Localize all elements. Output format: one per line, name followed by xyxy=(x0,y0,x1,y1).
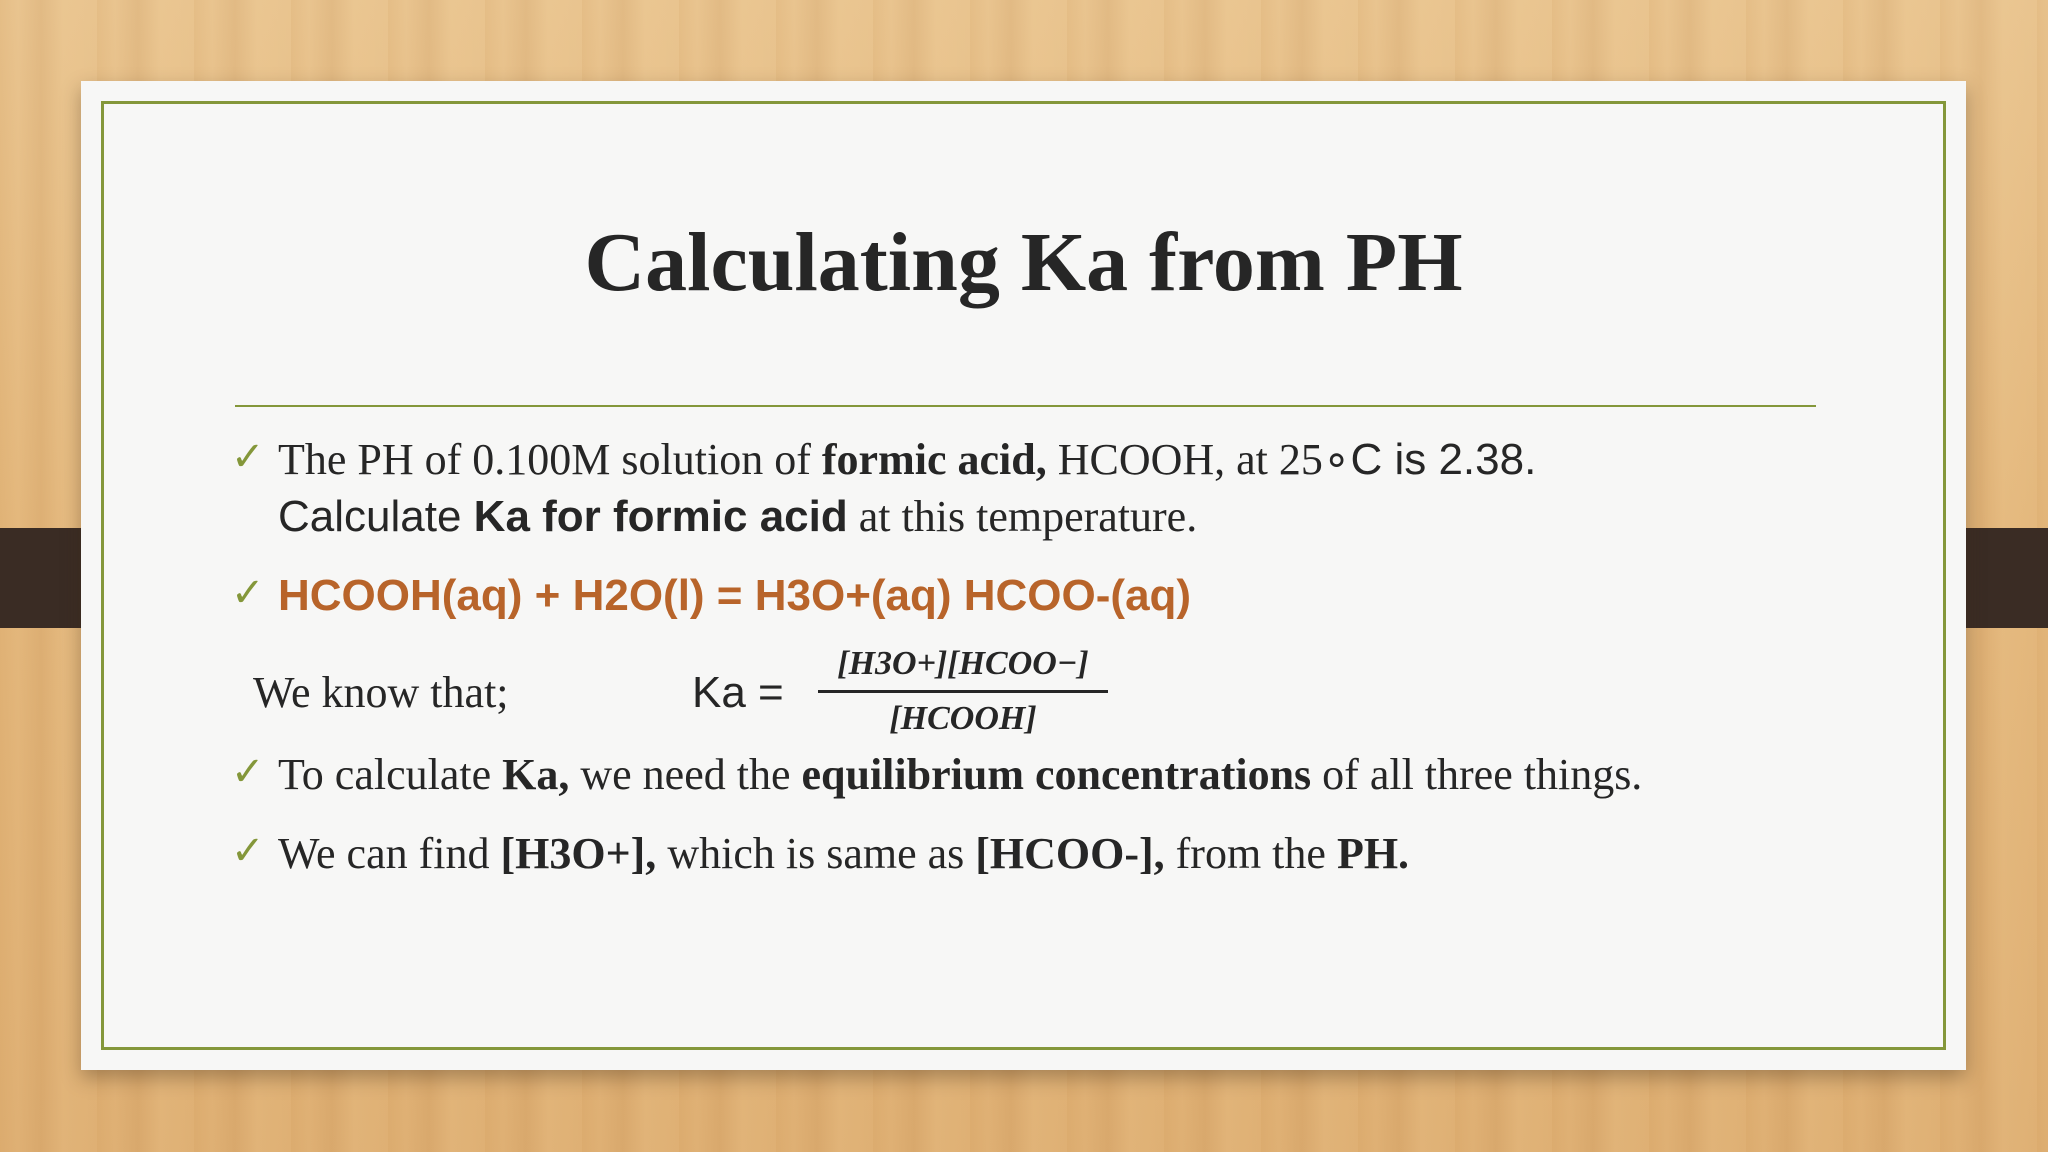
bullet-bold: PH. xyxy=(1336,829,1410,878)
slide-title: Calculating Ka from PH xyxy=(584,216,1463,309)
bullet-text: We can find xyxy=(278,829,501,878)
bullet-bold: [H3O+], xyxy=(500,829,657,878)
bullet-bold: formic acid, xyxy=(821,435,1047,484)
formula-ka: Ka = xyxy=(692,668,784,717)
ka-formula xyxy=(231,642,1771,736)
slide-content xyxy=(231,431,1771,882)
bullet-text: To calculate xyxy=(278,750,503,799)
bullet-text: Calculate xyxy=(278,492,474,541)
checkmark-icon: ✓ xyxy=(231,749,265,795)
bullet-text: ∘C is 2.38. xyxy=(1322,435,1537,484)
bullet-text: at this temperature. xyxy=(847,492,1198,541)
bullet-text: HCOOH, at 25 xyxy=(1046,435,1323,484)
formula-fraction xyxy=(818,642,1108,741)
formula-lead: We know that; xyxy=(253,668,509,717)
bullet-bold: Ka for formic acid xyxy=(473,492,848,541)
bullet-bold: [HCOO-], xyxy=(975,829,1165,878)
bullet-text: from the xyxy=(1164,829,1337,878)
checkmark-icon: ✓ xyxy=(231,434,265,480)
bullet-equation xyxy=(231,567,1771,624)
bullet-bold: Ka, xyxy=(502,750,570,799)
slide xyxy=(81,81,1966,1070)
bullet-find-h3o xyxy=(231,825,1771,882)
bullet-text: of all three things. xyxy=(1311,750,1643,799)
checkmark-icon: ✓ xyxy=(231,828,265,874)
formula-denominator: [HCOOH] xyxy=(889,700,1037,737)
bullet-need-concentrations xyxy=(231,746,1771,803)
bullet-text: which is same as xyxy=(656,829,976,878)
bullet-text: we need the xyxy=(569,750,802,799)
bullet-ph-statement xyxy=(231,431,1771,545)
title-divider xyxy=(235,405,1816,407)
checkmark-icon: ✓ xyxy=(231,570,265,616)
formula-numerator: [H3O+][HCOO−] xyxy=(818,642,1108,693)
reaction-equation: HCOOH(aq) + H2O(l) = H3O+(aq) HCOO-(aq) xyxy=(278,571,1192,620)
bullet-bold: equilibrium concentrations xyxy=(801,750,1312,799)
bullet-text: The PH of 0.100M solution of xyxy=(278,435,822,484)
